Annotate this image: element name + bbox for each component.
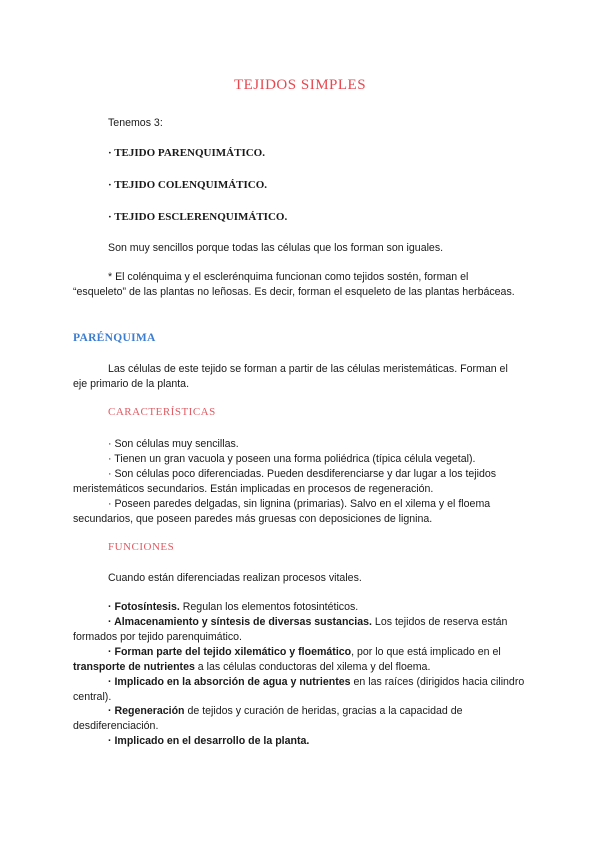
caracteristica-item: · Son células poco diferenciadas. Pueden desdiferenciarse y dar lugar a los tejidos meristemáticos secundarios. Están implicadas en procesos de regeneración. xyxy=(73,468,497,495)
funcion-item: · Implicado en el desarrollo de la planta. xyxy=(108,735,310,747)
funcion-item: · Fotosíntesis. Regulan los elementos fotosintéticos. xyxy=(108,601,359,613)
funcion-item: · Implicado en la absorción de agua y nutrientes en las raíces (dirigidos hacia cilindro central). xyxy=(73,676,525,703)
caracteristica-item: · Tienen un gran vacuola y poseen una forma poliédrica (típica célula vegetal). xyxy=(108,453,476,465)
tissue-parenquimatico: · TEJIDO PARENQUIMÁTICO. xyxy=(108,147,265,159)
funcion-item: · Almacenamiento y síntesis de diversas sustancias. Los tejidos de reserva están formados por tejido parenquimático. xyxy=(73,616,508,643)
intro-text: Tenemos 3: xyxy=(108,117,163,129)
tissue-colenquimatico: · TEJIDO COLENQUIMÁTICO. xyxy=(108,179,268,191)
tissue-esclerenquimatico: · TEJIDO ESCLERENQUIMÁTICO. xyxy=(108,211,288,223)
parenquima-description: Las células de este tejido se forman a partir de las células meristemáticas. Forman el eje primario de la planta. xyxy=(73,363,508,390)
section-heading-parenquima: PARÉNQUIMA xyxy=(73,332,156,344)
caracteristica-item: · Poseen paredes delgadas, sin lignina (primarias). Salvo en el xilema y el floema secundarios, que poseen paredes más gruesas con deposiciones de lignina. xyxy=(73,498,491,525)
caracteristica-item: · Son células muy sencillas. xyxy=(108,438,239,450)
page-title: TEJIDOS SIMPLES xyxy=(233,77,367,93)
funcion-item: · Regeneración de tejidos y curación de heridas, gracias a la capacidad de desdiferenciación. xyxy=(73,705,463,732)
funcion-item: · Forman parte del tejido xilemático y floemático, por lo que está implicado en el transporte de nutrientes a las células conductoras del xilema y del floema. xyxy=(73,646,501,673)
footnote-paragraph: * El colénquima y el esclerénquima funcionan como tejidos sostén, forman el “esqueleto” de las plantas no leñosas. Es decir, forman el esqueleto de las plantas herbáceas. xyxy=(73,271,515,298)
simple-note: Son muy sencillos porque todas las células que los forman son iguales. xyxy=(108,242,444,254)
subheading-funciones: FUNCIONES xyxy=(108,541,175,553)
funciones-intro: Cuando están diferenciadas realizan procesos vitales. xyxy=(108,572,362,584)
subheading-caracteristicas: CARACTERÍSTICAS xyxy=(108,406,216,418)
